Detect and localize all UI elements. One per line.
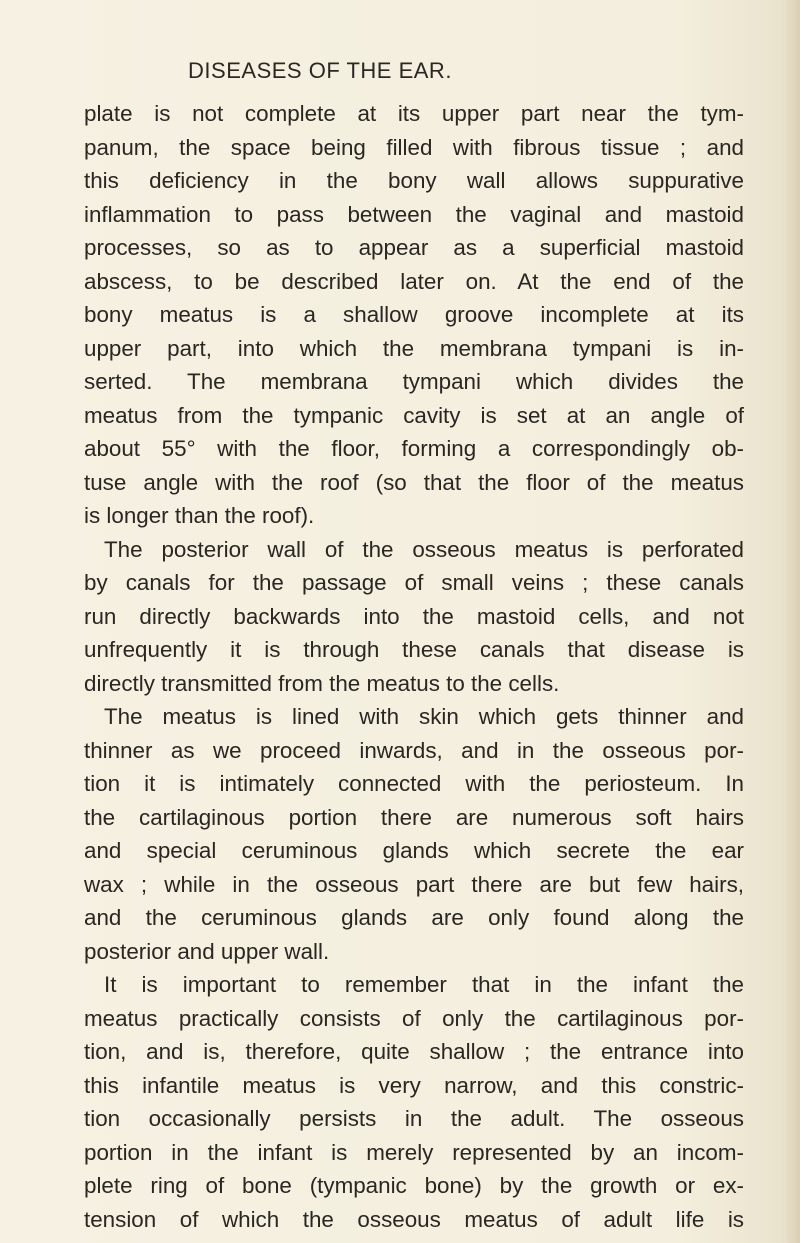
- text-line: is longer than the roof).: [84, 503, 315, 528]
- text-line: tension of which the osseous meatus of adult life is: [84, 1206, 744, 1232]
- text-line: this infantile meatus is very narrow, and this constric-: [84, 1072, 744, 1098]
- text-line: and the ceruminous glands are only found along the: [84, 905, 744, 930]
- text-line: tion it is intimately connected with the periosteum. In: [84, 771, 744, 796]
- running-head: DISEASES OF THE EAR.: [188, 58, 452, 83]
- body-text: [84, 97, 744, 1236]
- text-line: meatus practically consists of only the cartilaginous por-: [84, 1005, 744, 1031]
- text-line: inflammation to pass between the vaginal and mastoid: [84, 201, 744, 227]
- text-line: by canals for the passage of small veins ; these canals: [84, 570, 744, 595]
- text-line: meatus from the tympanic cavity is set at an angle of: [84, 402, 744, 428]
- text-line: tion, and is, therefore, quite shallow ; the entrance into: [84, 1039, 744, 1064]
- paragraph-start-line: It is important to remember that in the infant the: [104, 972, 744, 997]
- text-line: about 55° with the floor, forming a correspondingly ob-: [84, 436, 744, 461]
- text-line: this deficiency in the bony wall allows suppurative: [84, 168, 744, 193]
- text-line: panum, the space being filled with fibrous tissue ; and: [84, 134, 744, 160]
- text-line: run directly backwards into the mastoid cells, and not: [84, 603, 744, 629]
- text-line: plete ring of bone (tympanic bone) by the growth or ex-: [84, 1173, 744, 1198]
- text-line: thinner as we proceed inwards, and in the osseous por-: [84, 737, 744, 763]
- paragraph-start-line: The posterior wall of the osseous meatus is perforated: [104, 536, 744, 562]
- text-line: posterior and upper wall.: [84, 938, 330, 964]
- text-line: bony meatus is a shallow groove incomplete at its: [84, 302, 744, 327]
- text-line: upper part, into which the membrana tympani is in-: [84, 335, 744, 361]
- paragraph-start-line: The meatus is lined with skin which gets thinner and: [104, 704, 744, 729]
- text-line: tuse angle with the roof (so that the floor of the meatus: [84, 469, 744, 495]
- text-line: directly transmitted from the meatus to the cells.: [84, 670, 560, 696]
- text-line: processes, so as to appear as a superficial mastoid: [84, 235, 744, 260]
- text-line: unfrequently it is through these canals that disease is: [84, 637, 744, 662]
- page-edge: [786, 0, 800, 1243]
- text-line: abscess, to be described later on. At the end of the: [84, 268, 744, 294]
- text-line: portion in the infant is merely represented by an incom-: [84, 1139, 744, 1165]
- text-line: and special ceruminous glands which secrete the ear: [84, 838, 744, 863]
- text-line: the cartilaginous portion there are numerous soft hairs: [84, 804, 744, 830]
- text-line: plate is not complete at its upper part near the tym-: [84, 101, 744, 126]
- text-line: wax ; while in the osseous part there are but few hairs,: [84, 871, 744, 897]
- text-line: serted. The membrana tympani which divides the: [84, 369, 744, 394]
- text-line: tion occasionally persists in the adult. The osseous: [84, 1106, 744, 1131]
